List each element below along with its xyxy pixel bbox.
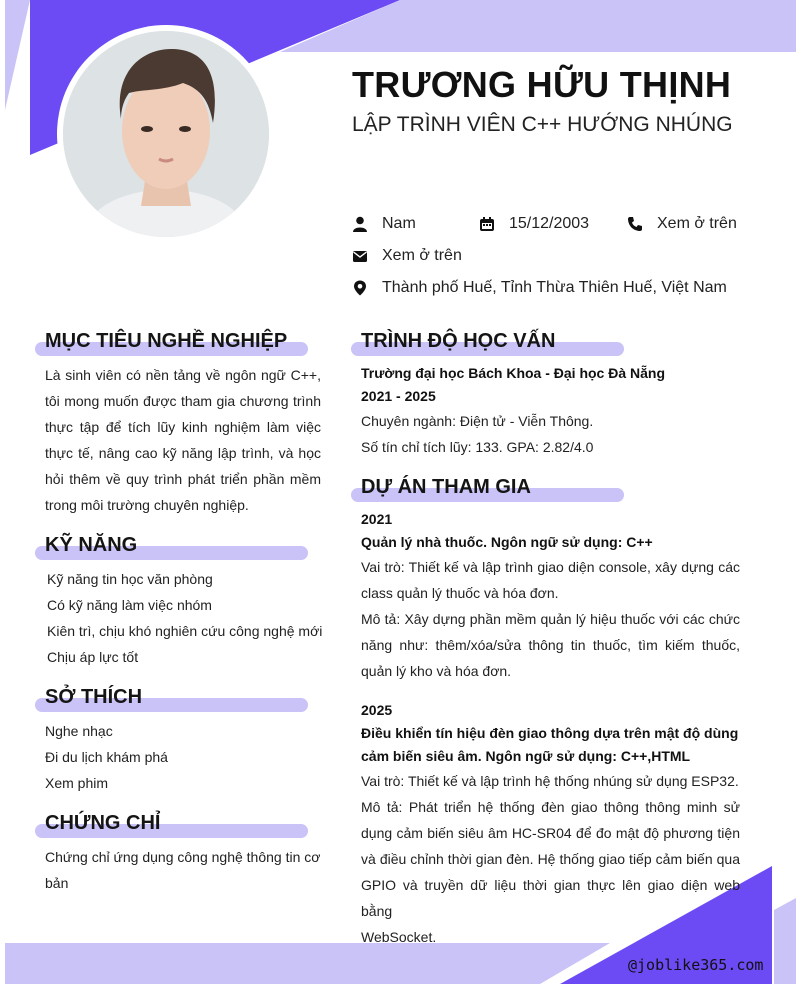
user-icon [352, 216, 368, 232]
project-description [361, 554, 740, 684]
project-desc-line: và điều chỉnh thời gian đèn. Hệ thống giao tiếp cảm biến qua [361, 851, 740, 867]
objective-line: hỏi thêm về quy trình phát triển phần mềm [45, 471, 321, 487]
skill-item: Chịu áp lực tốt [47, 649, 139, 665]
phone-info [627, 215, 737, 233]
skill-item: Kỹ năng tin học văn phòng [47, 571, 213, 587]
credits-gpa: Số tín chỉ tích lũy: 133. GPA: 2.82/4.0 [361, 439, 594, 455]
project-description [361, 768, 740, 950]
project-name: Quản lý nhà thuốc. Ngôn ngữ sử dụng: C++ [361, 534, 653, 550]
phone-value: Xem ở trên [657, 215, 737, 232]
gender-info [352, 215, 416, 233]
education-title: TRÌNH ĐỘ HỌC VẤN [361, 330, 556, 352]
objective-line: thực tập để tích lũy kinh nghiệm làm việc [45, 419, 321, 435]
email-value: Xem ở trên [382, 247, 462, 264]
objective-line: thực tế, nâng cao kỹ năng lập trình, và học [45, 445, 321, 461]
project-desc-line: Vai trò: Thiết kế và lập trình giao diện console, xây dựng các [361, 559, 740, 575]
objective-line: Là sinh viên có nền tảng về ngôn ngữ C++, [45, 367, 321, 383]
objective-line: tôi mong muốn được tham gia chương trình [45, 393, 321, 409]
calendar-icon [479, 216, 495, 232]
birthday-value: 15/12/2003 [509, 215, 590, 232]
project-desc-line: Mô tả: Xây dựng phần mềm quản lý hiệu thuốc với các chức [361, 611, 740, 627]
hobby-item: Nghe nhạc [45, 723, 113, 739]
certificate-line: Chứng chỉ ứng dụng công nghệ thông tin cơ [45, 849, 321, 865]
candidate-name: TRƯƠNG HỮU THỊNH [352, 64, 732, 105]
hobby-item: Đi du lịch khám phá [45, 749, 168, 765]
address-info [352, 279, 727, 297]
skills-title: KỸ NĂNG [45, 534, 138, 556]
project-desc-line: Vai trò: Thiết kế và lập trình hệ thống nhúng sử dụng ESP32. [361, 773, 739, 789]
career-objective-text [45, 362, 321, 518]
school-name: Trường đại học Bách Khoa - Đại học Đà Nẵng [361, 365, 666, 381]
project-desc-line: Mô tả: Phát triển hệ thống đèn giao thông thông minh sử [361, 799, 740, 815]
study-period: 2021 - 2025 [361, 388, 436, 404]
project-year: 2021 [361, 511, 393, 527]
skill-item: Có kỹ năng làm việc nhóm [47, 597, 212, 613]
watermark: @joblike365.com [628, 956, 764, 974]
profile-photo [57, 25, 275, 243]
project-desc-line: quản lý kho và hóa đơn. [361, 663, 512, 679]
gender-value: Nam [382, 215, 416, 232]
phone-icon [627, 216, 643, 232]
major: Chuyên ngành: Điện tử - Viễn Thông. [361, 413, 594, 429]
project-desc-line: dụng cảm biến siêu âm HC-SR04 để đo mật độ phương tiện [361, 825, 740, 841]
certificate-line: bản [45, 875, 69, 891]
map-pin-icon [352, 280, 368, 296]
hobby-item: Xem phim [45, 775, 109, 791]
project-name: cảm biến siêu âm. Ngôn ngữ sử dụng: C++,HTML [361, 748, 691, 764]
email-info [352, 247, 462, 265]
projects-title: DỰ ÁN THAM GIA [361, 476, 531, 498]
project-desc-line: WebSocket. [361, 929, 437, 945]
address-value: Thành phố Huế, Tỉnh Thừa Thiên Huế, Việt Nam [382, 279, 727, 296]
project-desc-line: class quản lý thuốc và hóa đơn. [361, 585, 559, 601]
hobbies-title: SỞ THÍCH [45, 686, 143, 708]
career-objective-title: MỤC TIÊU NGHỀ NGHIỆP [45, 330, 288, 352]
birthday-info [479, 215, 589, 233]
project-name: Điều khiển tín hiệu đèn giao thông dựa trên mật độ dùng [361, 725, 739, 741]
envelope-icon [352, 248, 368, 264]
project-desc-line: GPIO và truyền dữ liệu thời gian thực lên giao diện web bằng [361, 877, 740, 919]
job-title: LẬP TRÌNH VIÊN C++ HƯỚNG NHÚNG [352, 113, 733, 136]
objective-line: trong môi trường chuyên nghiệp. [45, 497, 249, 513]
certificates-title: CHỨNG CHỈ [45, 812, 161, 834]
project-desc-line: năng như: thêm/xóa/sửa thông tin thuốc, tìm kiếm thuốc, [361, 637, 740, 653]
skill-item: Kiên trì, chịu khó nghiên cứu công nghệ mới [47, 623, 323, 639]
project-year: 2025 [361, 702, 393, 718]
